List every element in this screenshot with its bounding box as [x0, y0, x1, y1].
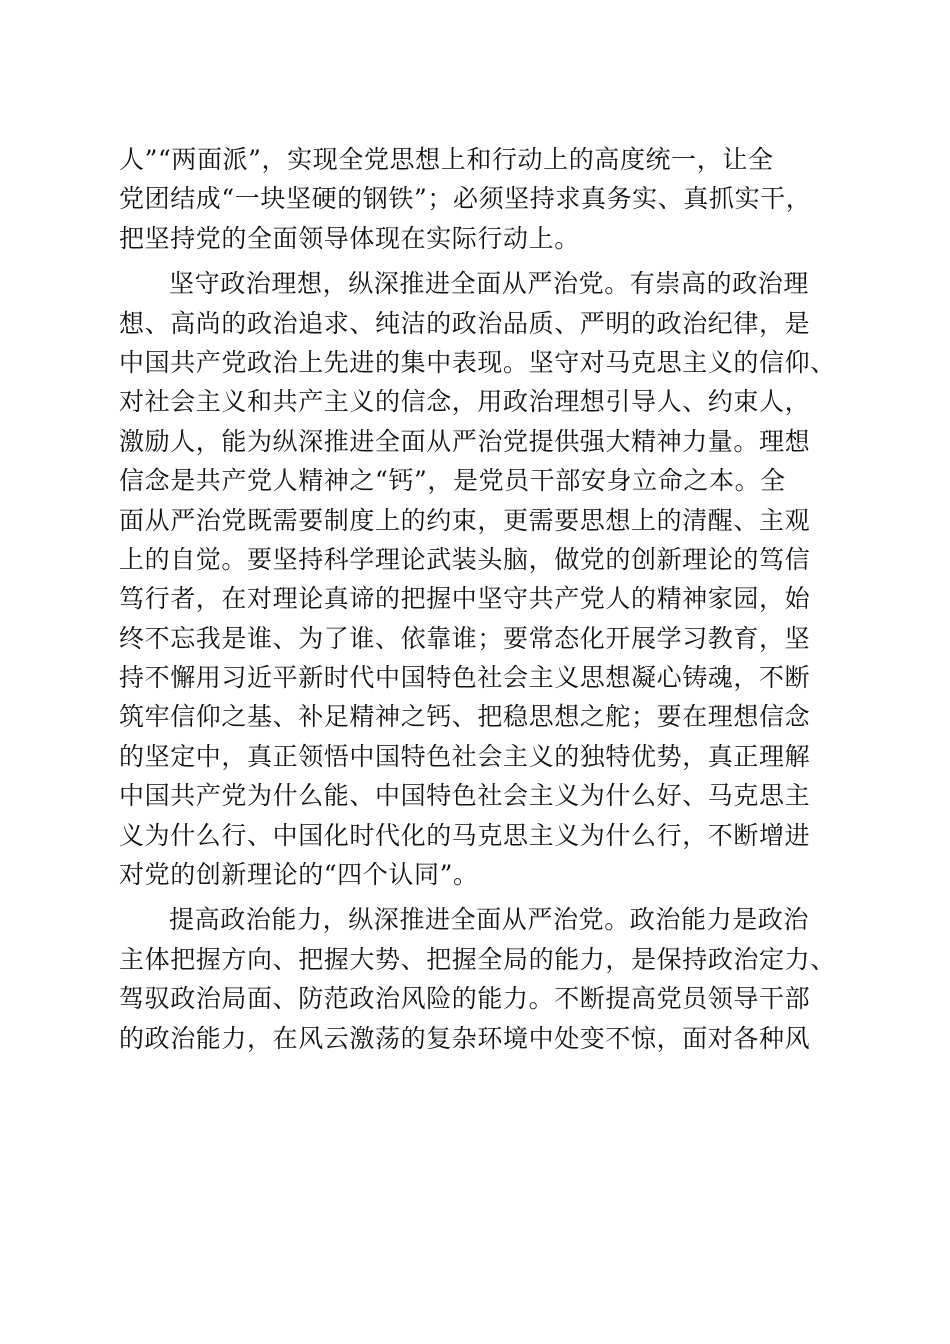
text-line: 党团结成“一块坚硬的钢铁”；必须坚持求真务实、真抓实干， [119, 184, 812, 214]
text-line: 驾驭政治局面、防范政治风险的能力。不断提高党员领导干部 [119, 984, 811, 1014]
text-line: 面从严治党既需要制度上的约束，更需要思想上的清醒、主观 [119, 505, 811, 535]
text-line: 提高政治能力，纵深推进全面从严治党。政治能力是政治 [169, 905, 810, 935]
text-line: 中国共产党为什么能、中国特色社会主义为什么好、马克思主 [119, 781, 811, 811]
document-body [119, 140, 839, 1058]
text-line: 对社会主义和共产主义的信念，用政治理想引导人、约束人， [119, 387, 811, 417]
paragraph-2 [119, 264, 839, 894]
text-line: 主体把握方向、把握大势、把握全局的能力，是保持政治定力、 [119, 944, 836, 974]
text-line: 想、高尚的政治追求、纯洁的政治品质、严明的政治纪律，是 [119, 308, 811, 338]
text-line: 信念是共产党人精神之“钙”，是党员干部安身立命之本。全 [119, 466, 786, 496]
text-line: 义为什么行、中国化时代化的马克思主义为什么行，不断增进 [119, 820, 811, 850]
text-line: 持不懈用习近平新时代中国特色社会主义思想凝心铸魂，不断 [119, 663, 811, 693]
text-line: 终不忘我是谁、为了谁、依靠谁；要常态化开展学习教育，坚 [119, 623, 811, 653]
text-line: 筑牢信仰之基、补足精神之钙、把稳思想之舵；要在理想信念 [119, 702, 811, 732]
text-line: 中国共产党政治上先进的集中表现。坚守对马克思主义的信仰、 [119, 347, 836, 377]
text-line: 人”“两面派”，实现全党思想上和行动上的高度统一，让全 [119, 145, 774, 174]
text-line: 把坚持党的全面领导体现在实际行动上。 [119, 223, 580, 253]
text-line: 上的自觉。要坚持科学理论武装头脑，做党的创新理论的笃信 [119, 544, 811, 574]
text-line: 对党的创新理论的“四个认同”。 [119, 860, 479, 890]
paragraph-1 [119, 140, 839, 258]
text-line: 坚守政治理想，纵深推进全面从严治党。有崇高的政治理 [169, 269, 810, 299]
text-line: 激励人，能为纵深推进全面从严治党提供强大精神力量。理想 [119, 426, 811, 456]
text-line: 的坚定中，真正领悟中国特色社会主义的独特优势，真正理解 [119, 741, 811, 771]
text-line: 笃行者，在对理论真谛的把握中坚守共产党人的精神家园，始 [119, 584, 811, 614]
paragraph-3 [119, 900, 839, 1058]
text-line: 的政治能力，在风云激荡的复杂环境中处变不惊，面对各种风 [119, 1023, 811, 1053]
